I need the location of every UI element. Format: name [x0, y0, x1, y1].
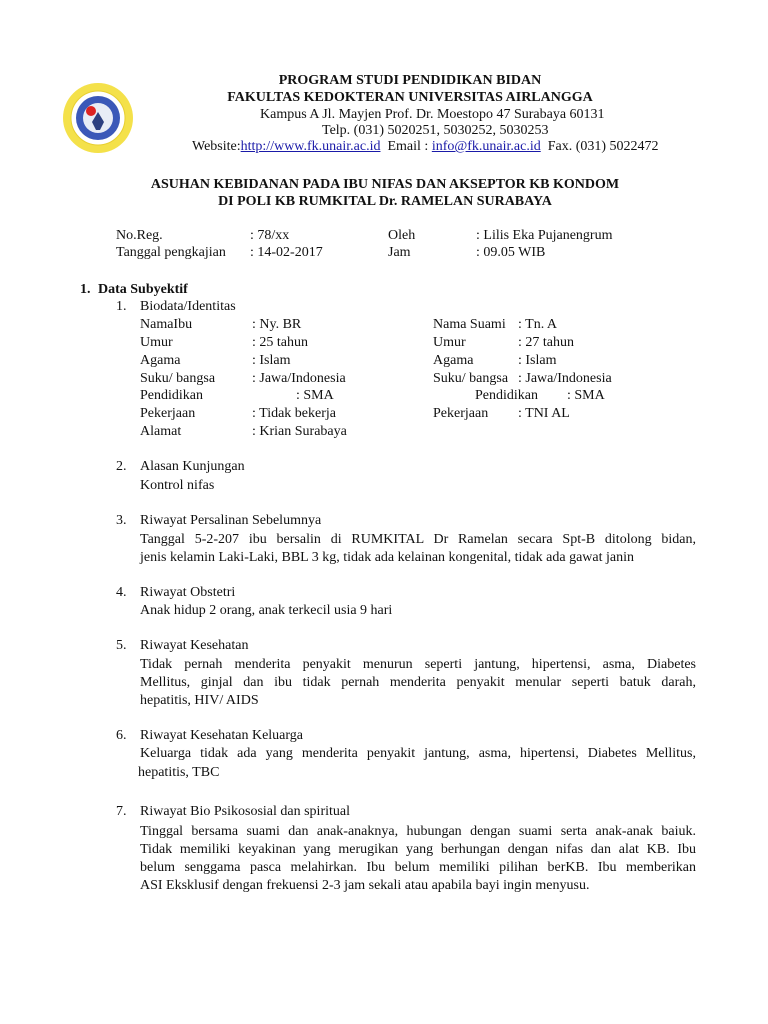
- tanggal-value: : 14-02-2017: [250, 245, 323, 260]
- ibu-field-value: : Ny. BR: [252, 317, 302, 332]
- ibu-field-label: Alamat: [140, 424, 182, 439]
- paragraph-line: Tinggal bersama suami dan anak-anaknya, hubungan dengan suami serta anak-anak baiuk.: [140, 824, 696, 839]
- item-number: 6.: [116, 728, 127, 743]
- suami-field-value: : Jawa/Indonesia: [518, 371, 612, 386]
- tanggal-label: Tanggal pengkajian: [116, 245, 226, 260]
- paragraph-line: jenis kelamin Laki-Laki, BBL 3 kg, tidak ada kelainan kongenital, tidak ada gawat janin: [140, 550, 634, 565]
- suami-field-label: Pendidikan: [475, 388, 538, 403]
- header-phone: Telp. (031) 5020251, 5030252, 5030253: [322, 123, 549, 138]
- paragraph-line: Keluarga tidak ada yang menderita penyakit jantung, asma, hipertensi, Diabetes Mellitus,: [140, 746, 696, 761]
- section-number: 1.: [80, 282, 91, 297]
- item-number: 4.: [116, 585, 127, 600]
- item-title: Riwayat Kesehatan: [140, 638, 249, 653]
- suami-field-label: Agama: [433, 353, 474, 368]
- suami-field-label: Suku/ bangsa: [433, 371, 509, 386]
- paragraph-line: belum senggama pasca melahirkan. Ibu belum memiliki pilihan berKB. Ibu memberikan: [140, 860, 696, 875]
- section-title: Data Subyektif: [98, 282, 188, 297]
- fax: Fax. (031) 5022472: [547, 139, 659, 154]
- paragraph-line: Anak hidup 2 orang, anak terkecil usia 9 hari: [140, 603, 393, 618]
- header-contact: [192, 139, 659, 155]
- paragraph-line: hepatitis, TBC: [138, 765, 220, 780]
- suami-field-value: : Islam: [518, 353, 557, 368]
- paragraph-line: Tidak memiliki keyakinan yang merugikan yang berhungan dengan nifas dan alat KB. Ibu: [140, 842, 696, 857]
- website-link[interactable]: http://www.fk.unair.ac.id: [240, 139, 381, 154]
- jam-value: : 09.05 WIB: [476, 245, 546, 260]
- ibu-field-label: Umur: [140, 335, 173, 350]
- ibu-field-value: : Jawa/Indonesia: [252, 371, 346, 386]
- noreg-label: No.Reg.: [116, 228, 163, 243]
- paragraph-line: Tidak pernah menderita penyakit menurun seperti jantung, hipertensi, asma, Diabetes: [140, 657, 696, 672]
- header-faculty: FAKULTAS KEDOKTERAN UNIVERSITAS AIRLANGGA: [227, 90, 593, 105]
- paragraph-line: ASI Eksklusif dengan frekuensi 2-3 jam sekali atau apabila bayi ingin menyusu.: [140, 878, 590, 893]
- item-title: Riwayat Bio Psikososial dan spiritual: [140, 804, 350, 819]
- header-address: Kampus A Jl. Mayjen Prof. Dr. Moestopo 47 Surabaya 60131: [260, 107, 605, 122]
- paragraph-line: Tanggal 5-2-207 ibu bersalin di RUMKITAL Dr Ramelan secara Spt-B ditolong bidan,: [140, 532, 696, 547]
- item-number: 2.: [116, 459, 127, 474]
- email-label: Email :: [387, 139, 429, 154]
- ibu-field-value: : Islam: [252, 353, 291, 368]
- ibu-field-label: Agama: [140, 353, 181, 368]
- suami-field-value: : TNI AL: [518, 406, 570, 421]
- paragraph-line: Mellitus, ginjal dan ibu tidak pernah menderita penyakit menular seperti batuk darah,: [140, 675, 696, 690]
- ibu-field-value: : SMA: [296, 388, 334, 403]
- item-title: Biodata/Identitas: [140, 299, 236, 314]
- email-link[interactable]: info@fk.unair.ac.id: [431, 139, 541, 154]
- ibu-field-value: : 25 tahun: [252, 335, 308, 350]
- suami-field-value: : Tn. A: [518, 317, 558, 332]
- item-title: Riwayat Obstetri: [140, 585, 236, 600]
- suami-field-label: Umur: [433, 335, 466, 350]
- suami-field-value: : SMA: [567, 388, 605, 403]
- oleh-value: : Lilis Eka Pujanengrum: [476, 228, 613, 243]
- ibu-field-label: Pekerjaan: [140, 406, 196, 421]
- jam-label: Jam: [388, 245, 411, 260]
- item-number: 1.: [116, 299, 127, 314]
- item-title: Alasan Kunjungan: [140, 459, 245, 474]
- suami-field-label: Pekerjaan: [433, 406, 489, 421]
- item-number: 7.: [116, 804, 127, 819]
- item-number: 3.: [116, 513, 127, 528]
- ibu-field-label: NamaIbu: [140, 317, 193, 332]
- paragraph-line: hepatitis, HIV/ AIDS: [140, 693, 259, 708]
- ibu-field-label: Suku/ bangsa: [140, 371, 216, 386]
- document-title: ASUHAN KEBIDANAN PADA IBU NIFAS DAN AKSEPTOR KB KONDOM: [150, 177, 620, 192]
- document-subtitle: DI POLI KB RUMKITAL Dr. RAMELAN SURABAYA: [218, 194, 552, 209]
- ibu-field-value: : Krian Surabaya: [252, 424, 347, 439]
- suami-field-label: Nama Suami: [433, 317, 506, 332]
- header-program: PROGRAM STUDI PENDIDIKAN BIDAN: [278, 73, 542, 88]
- oleh-label: Oleh: [388, 228, 416, 243]
- ibu-field-value: : Tidak bekerja: [252, 406, 336, 421]
- website-label: Website:: [192, 139, 241, 154]
- item-title: Riwayat Kesehatan Keluarga: [140, 728, 304, 743]
- suami-field-value: : 27 tahun: [518, 335, 574, 350]
- ibu-field-label: Pendidikan: [140, 388, 203, 403]
- item-title: Riwayat Persalinan Sebelumnya: [140, 513, 322, 528]
- item-number: 5.: [116, 638, 127, 653]
- paragraph-line: Kontrol nifas: [140, 478, 215, 493]
- noreg-value: : 78/xx: [250, 228, 290, 243]
